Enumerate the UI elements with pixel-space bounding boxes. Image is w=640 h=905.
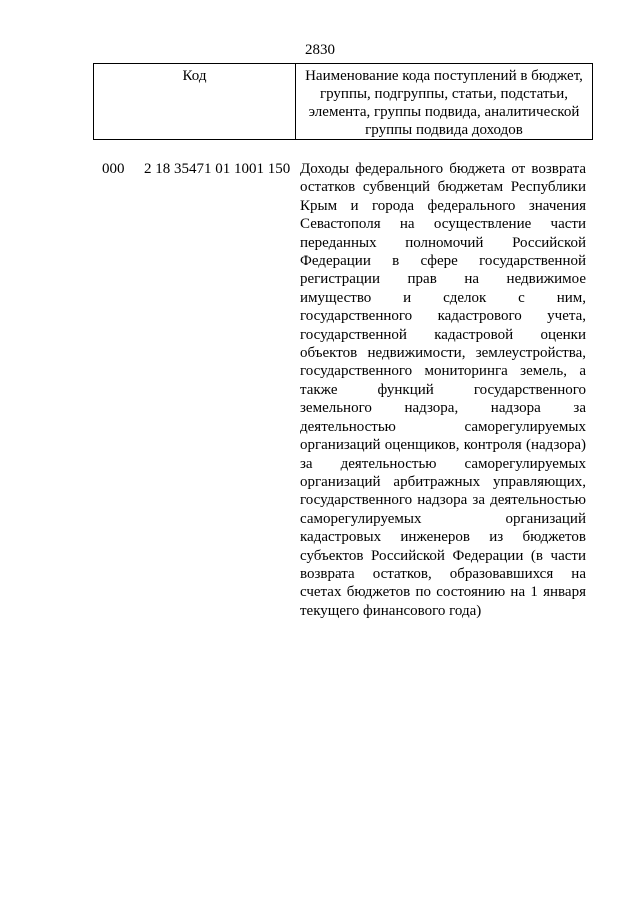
code-column-header: Код — [94, 64, 296, 139]
table-header — [93, 63, 593, 140]
administrator-code: 000 — [102, 161, 125, 177]
page-number: 2830 — [305, 42, 335, 58]
budget-classification-code: 2 18 35471 01 1001 150 — [144, 161, 291, 177]
name-column-header: Наименование кода поступлений в бюджет, группы, подгруппы, статьи, подстатьи, элемента, группы подвида, аналитической группы подвида доходов — [305, 68, 583, 138]
revenue-description: Доходы федерального бюджета от возврата остатков субвенций бюджетам Республики Крым и города федерального значения Севастополя на осуществление части переданных полномочий Российской Федерации в сфере государственной регистрации прав на недвижимое имущество и сделок с ним, государственного кадастрового учета, государственной кадастровой оценки объектов недвижимости, землеустройства, государственного мониторинга земель, а также функций государственного земельного надзора, надзора за деятельностью саморегулируемых организаций оценщиков, контроля (надзора) за деятельностью саморегулируемых организаций арбитражных управляющих, государственного надзора за деятельностью саморегулируемых организаций кадастровых инженеров из бюджетов субъектов Российской Федерации (в части возврата остатков, образовавшихся на счетах бюджетов по состоянию на 1 января текущего финансового года) — [300, 161, 586, 619]
